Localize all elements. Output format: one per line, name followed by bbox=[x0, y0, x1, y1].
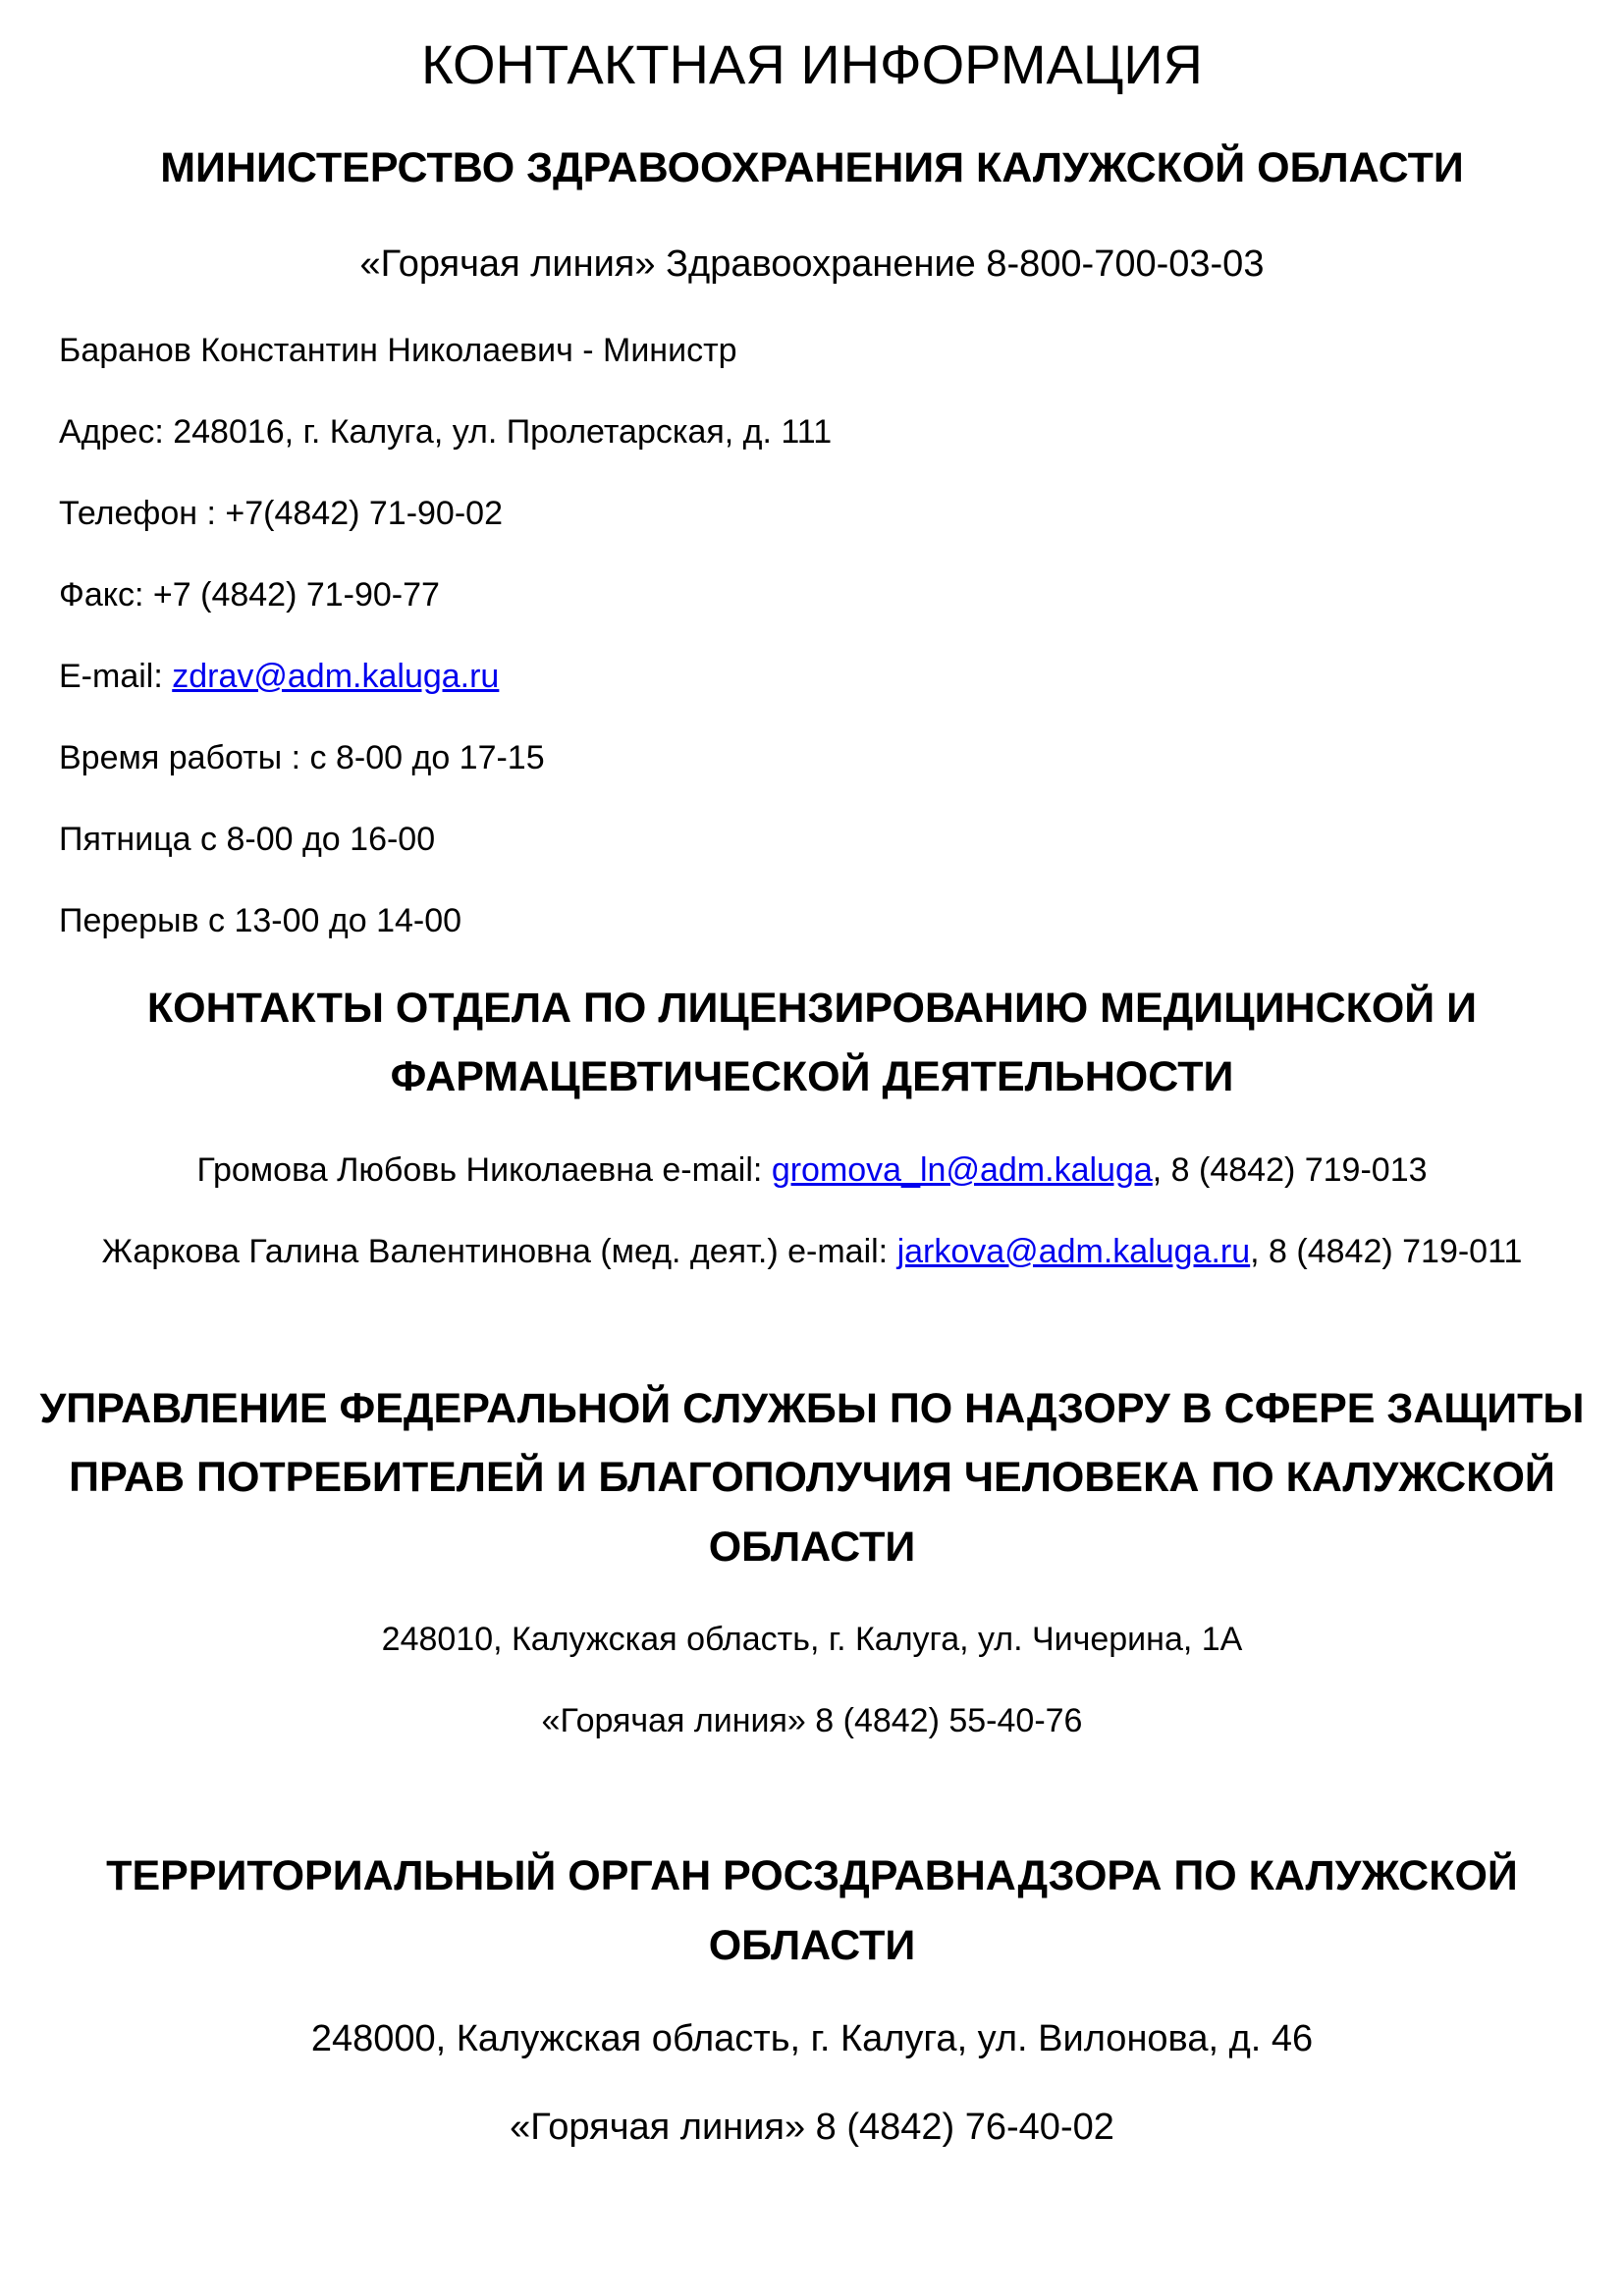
gromova-email-link[interactable]: gromova_ln@adm.kaluga bbox=[771, 1151, 1153, 1189]
ministry-break: Перерыв с 13-00 до 14-00 bbox=[59, 902, 462, 939]
contact-prefix: Жаркова Галина Валентиновна (мед. деят.) e-mail: bbox=[101, 1233, 897, 1270]
rospotrebnadzor-heading-line1: УПРАВЛЕНИЕ ФЕДЕРАЛЬНОЙ СЛУЖБЫ ПО НАДЗОРУ В СФЕРЕ ЗАЩИТЫ bbox=[39, 1385, 1585, 1432]
rospotrebnadzor-address: 248010, Калужская область, г. Калуга, ул. Чичерина, 1А bbox=[381, 1621, 1243, 1658]
ministry-phone: Телефон : +7(4842) 71-90-02 bbox=[59, 495, 503, 532]
roszdravnadzor-hotline: «Горячая линия» 8 (4842) 76-40-02 bbox=[510, 2107, 1114, 2148]
jarkova-email-link[interactable]: jarkova@adm.kaluga.ru bbox=[896, 1233, 1251, 1270]
ministry-email-link[interactable]: zdrav@adm.kaluga.ru bbox=[172, 658, 500, 695]
contact-prefix: Громова Любовь Николаевна e-mail: bbox=[196, 1151, 772, 1189]
ministry-minister: Баранов Константин Николаевич - Министр bbox=[59, 332, 737, 369]
roszdravnadzor-address: 248000, Калужская область, г. Калуга, ул. Вилонова, д. 46 bbox=[310, 2018, 1314, 2059]
licensing-contact-gromova bbox=[0, 1153, 1624, 1187]
ministry-heading: МИНИСТЕРСТВО ЗДРАВООХРАНЕНИЯ КАЛУЖСКОЙ ОБЛАСТИ bbox=[160, 144, 1464, 191]
ministry-fax: Факс: +7 (4842) 71-90-77 bbox=[59, 576, 440, 614]
ministry-hours: Время работы : с 8-00 до 17-15 bbox=[59, 739, 545, 776]
roszdravnadzor-heading-line2: ОБЛАСТИ bbox=[708, 1922, 916, 1969]
page-title: КОНТАКТНАЯ ИНФОРМАЦИЯ bbox=[421, 33, 1203, 95]
licensing-contact-jarkova bbox=[0, 1235, 1624, 1268]
ministry-hotline: «Горячая линия» Здравоохранение 8-800-700-03-03 bbox=[359, 243, 1265, 285]
rospotrebnadzor-heading-line2: ПРАВ ПОТРЕБИТЕЛЕЙ И БЛАГОПОЛУЧИЯ ЧЕЛОВЕКА ПО КАЛУЖСКОЙ bbox=[69, 1454, 1555, 1501]
ministry-email-line bbox=[59, 660, 499, 693]
contact-suffix: , 8 (4842) 719-011 bbox=[1250, 1233, 1523, 1270]
rospotrebnadzor-hotline: «Горячая линия» 8 (4842) 55-40-76 bbox=[541, 1702, 1083, 1739]
ministry-friday: Пятница с 8-00 до 16-00 bbox=[59, 821, 436, 858]
licensing-heading-line1: КОНТАКТЫ ОТДЕЛА ПО ЛИЦЕНЗИРОВАНИЮ МЕДИЦИНСКОЙ И bbox=[146, 985, 1478, 1032]
ministry-address: Адрес: 248016, г. Калуга, ул. Пролетарская, д. 111 bbox=[59, 413, 833, 451]
rospotrebnadzor-heading-line3: ОБЛАСТИ bbox=[708, 1523, 916, 1571]
ministry-email-label: E-mail: bbox=[59, 658, 173, 695]
contact-suffix: , 8 (4842) 719-013 bbox=[1152, 1151, 1428, 1189]
licensing-heading-line2: ФАРМАЦЕВТИЧЕСКОЙ ДЕЯТЕЛЬНОСТИ bbox=[390, 1053, 1234, 1100]
roszdravnadzor-heading-line1: ТЕРРИТОРИАЛЬНЫЙ ОРГАН РОСЗДРАВНАДЗОРА ПО КАЛУЖСКОЙ bbox=[106, 1852, 1518, 1899]
